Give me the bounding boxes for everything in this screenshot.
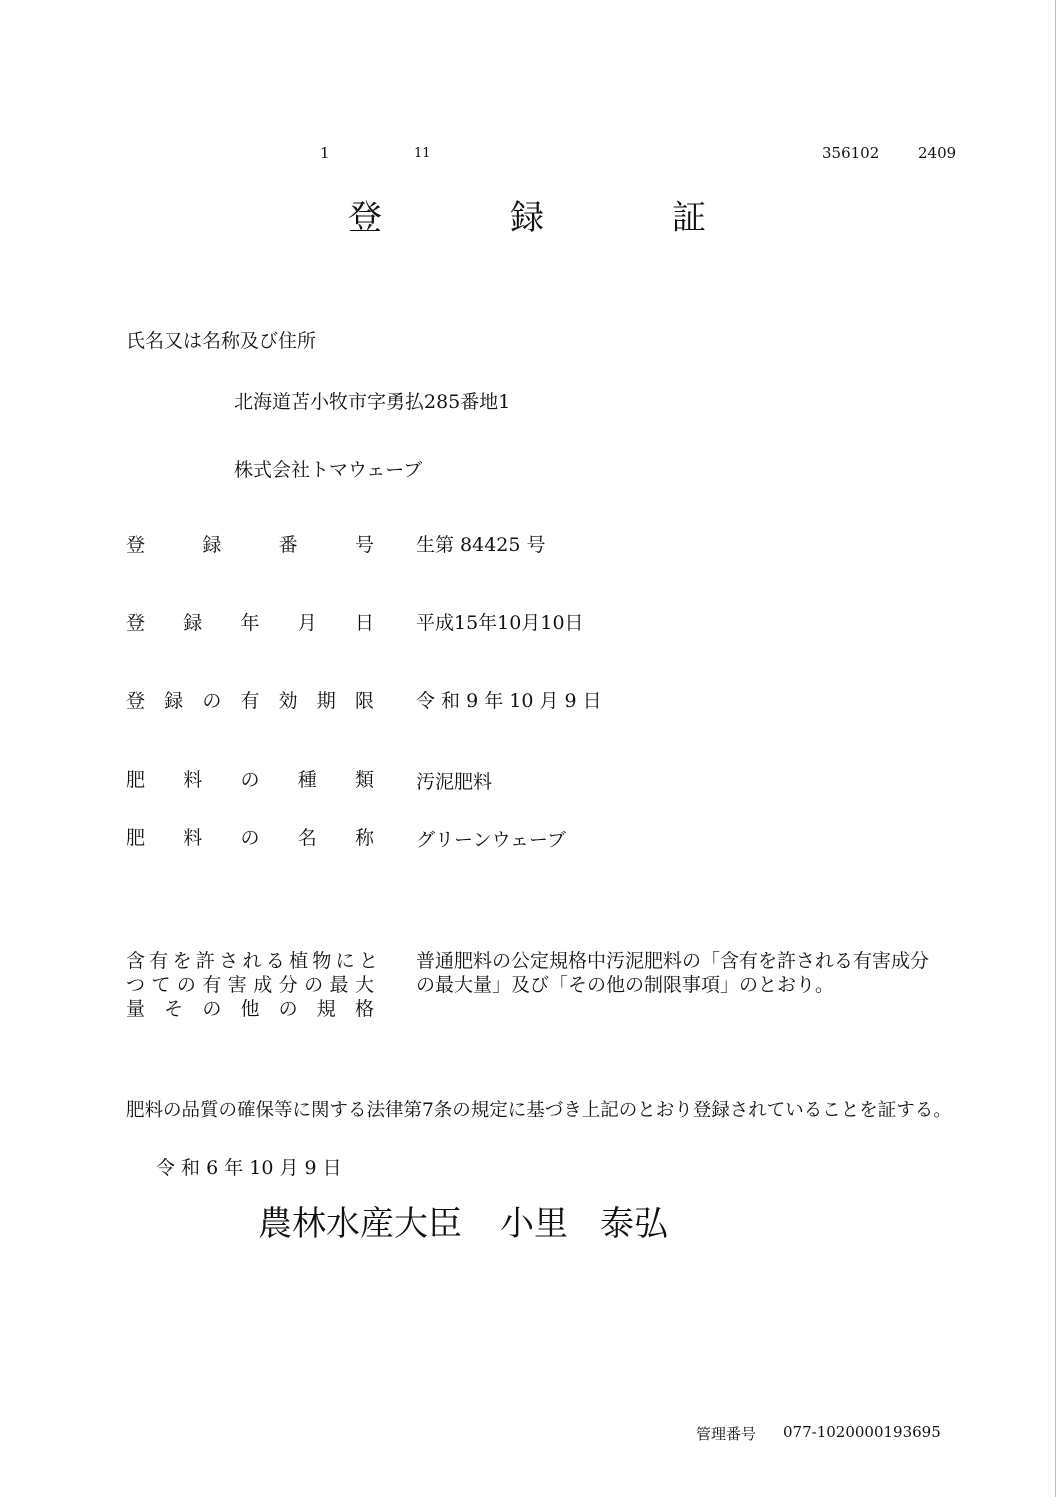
control-number-label: 管理番号: [696, 1425, 757, 1443]
sheet-number: 1: [320, 144, 330, 162]
registration-date-label: 登 録 年 月 日: [126, 612, 374, 634]
title-char-2: 録: [510, 198, 544, 238]
header-code-1: 356102: [822, 144, 880, 162]
fertilizer-name-label: 肥 料 の 名 称: [126, 827, 374, 849]
registration-expiry-value: 令 和 9 年 10 月 9 日: [416, 690, 602, 712]
issue-date: 令 和 6 年 10 月 9 日: [156, 1157, 342, 1179]
standard-label-line-2: つ て の 有 害 成 分 の 最 大: [126, 974, 374, 996]
issuer-surname: 小里: [500, 1204, 568, 1244]
registrant-label: 氏名又は名称及び住所: [126, 330, 317, 352]
certification-statement: 肥料の品質の確保等に関する法律第7条の規定に基づき上記のとおり登録されていることを証する。: [126, 1100, 952, 1121]
standard-value-line-2: の最大量」及び「その他の制限事項」のとおり。: [416, 974, 835, 996]
registrant-address: 北海道苫小牧市字勇払285番地1: [234, 391, 511, 413]
fertilizer-kind-value: 汚泥肥料: [416, 771, 493, 793]
standard-label-line-3: 量 そ の 他 の 規 格: [126, 998, 374, 1020]
control-number: 077-1020000193695: [783, 1423, 941, 1441]
header-code-2: 2409: [918, 144, 957, 162]
scan-edge-line: [1055, 0, 1056, 1497]
registration-expiry-label: 登 録 の 有 効 期 限: [126, 690, 374, 712]
fertilizer-kind-label: 肥 料 の 種 類: [126, 769, 374, 791]
registration-date-value: 平成15年10月10日: [416, 612, 584, 634]
issuer-given-name: 泰弘: [600, 1204, 668, 1244]
fertilizer-name-value: グリーンウェーブ: [416, 829, 566, 851]
registration-number-label: 登 録 番 号: [126, 534, 374, 556]
title-char-3: 証: [672, 198, 706, 238]
registration-number-value: 生第 84425 号: [416, 534, 546, 556]
title-char-1: 登: [348, 198, 382, 238]
issuer-title: 農林水産大臣: [258, 1204, 462, 1244]
standard-value-line-1: 普通肥料の公定規格中汚泥肥料の「含有を許される有害成分: [416, 950, 930, 972]
standard-label-line-1: 含 有 を 許 さ れ る 植 物 に と: [126, 950, 378, 972]
registrant-company: 株式会社トマウェーブ: [234, 459, 423, 481]
sub-number: 11: [414, 146, 431, 161]
